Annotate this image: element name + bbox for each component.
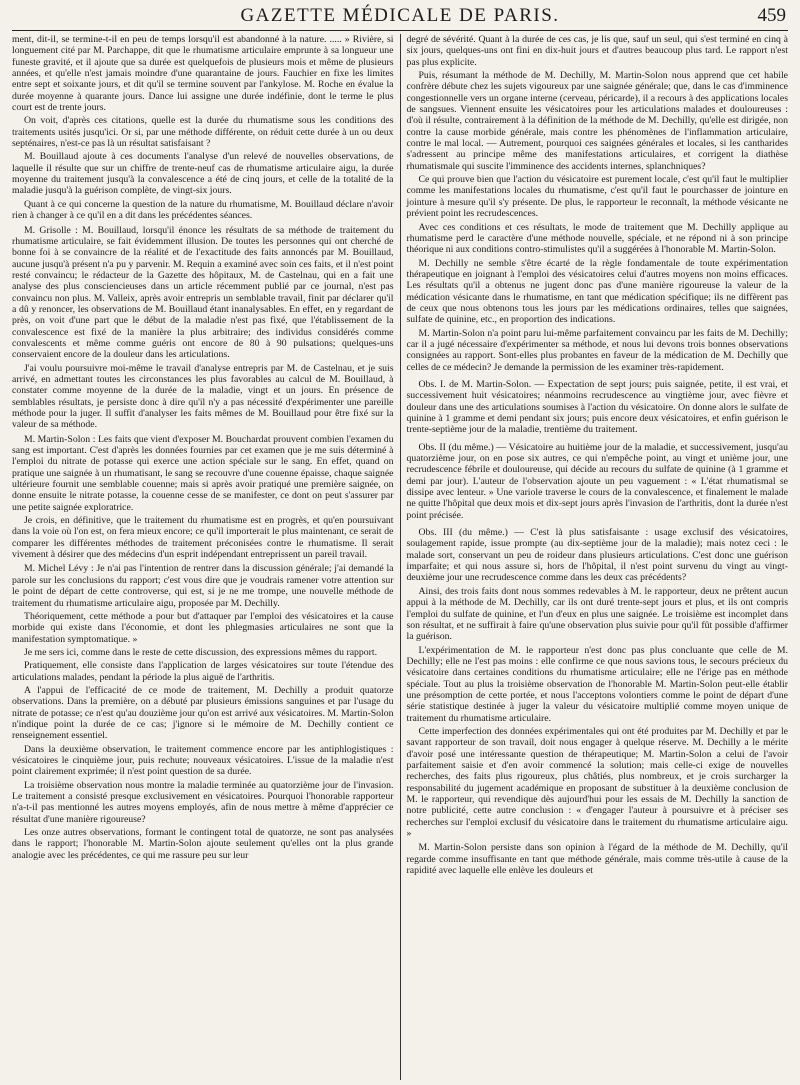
paragraph: Je crois, en définitive, que le traitement du rhumatisme est en progrès, et qu'en poursuivant dans la voie où l'on est, on fera mieux encore; ce qu'il importerait le plus maintenant, ce serait de comparer les différentes méthodes de traitement préconisées contre le rhumatisme. Il serait vivement à désirer que des médecins d'un esprit indépendant entreprissent un pareil travail. [12,515,394,561]
paragraph: Pratiquement, elle consiste dans l'application de larges vésicatoires sur toute l'étendue des articulations malades, pendant la période la plus aiguë de l'arthritis. [12,660,394,683]
paragraph: Je me sers ici, comme dans le reste de cette discussion, des expressions mêmes du rapport. [24,646,378,658]
paragraph: M. Martin-Solon : Les faits que vient d'exposer M. Bouchardat prouvent combien l'examen du sang est important. C'est d'après les données fournies par cet examen que je me suis déterminé à l'emploi du nitrate de potasse qui exerce une action spéciale sur le sang. En effet, quand on pratique une saignée à un rhumatisant, le sang se recouvre d'une couenne épaisse, chaque saignée ultérieure fournit une semblable couenne; mais si après avoir pratiqué une première saignée, on donne ensuite le nitrate potasse, la couenne cesse de se manifester, ce dont on peut s'assurer par une petite saignée exploratrice. [12,433,394,513]
journal-title: GAZETTE MÉDICALE DE PARIS. [240,5,560,26]
paragraph: L'expérimentation de M. le rapporteur n'est donc pas plus concluante que celle de M. Dechilly; elle ne l'est pas moins : elle confirme ce que nous savions tous, le secours précieux du vésicatoire dans certaines conditions du rhumatisme articulaire; elle ne l'érige pas en méthode spéciale. Tout au plus la troisième observation de l'honorable M. Martin-Solon peut-elle établir une présomption de cette portée, et nous l'acceptons volontiers comme le point de départ d'une série statistique destinée à juger la valeur du vésicatoire multiplié comme moyen unique de traitement du rhumatisme articulaire. [406,644,788,724]
paragraph: Avec ces conditions et ces résultats, le mode de traitement que M. Dechilly applique au rhumatisme perd le caractère d'une méthode nouvelle, spéciale, et ne répond ni à son principe théorique ni aux conditions contro-stimulistes qu'il a suggérées à l'honorable M. Martin-Solon. [406,221,788,256]
paragraph: ment, dit-il, se termine-t-il en peu de temps lorsqu'il est abandonné à la nature. ..... » Rivière, si longuement cité par M. Parchappe, dit que le rhumatisme articulaire emprunte à sa longueur une funeste gravité, et il ajoute que sa durée est quelquefois de plusieurs mois et même de plusieurs années, et qu'elle n'est jamais moindre d'une quarantaine de jours. Fauchier en fixe les limites entre sept et soixante jours, et dit qu'il se termine souvent par l'ankylose. M. Roche en évalue la durée moyenne à quarante jours. Dance lui assigne une durée indéfinie, dont le terme le plus court est de trente jours. [12,34,394,114]
paragraph: Obs. I. de M. Martin-Solon. — Expectation de sept jours; puis saignée, petite, il est vrai, et successivement huit vésicatoires; néanmoins recrudescence au vingtième jour, avec fièvre et douleur dans une des articulations soumises à l'action du vésicatoire. On donne alors le sulfate de quinine à 1 gramme et demi pendant six jours; puis encore deux vésicatoires, et enfin guérison le trente-septième jour de la maladie, trentième du traitement. [406,378,788,436]
paragraph: Théoriquement, cette méthode a pour but d'attaquer par l'emploi des vésicatoires et la cause morbide qui existe dans l'économie, et dont les phlegmasies articulaires ne sont que la manifestation symptomatique. » [12,610,394,645]
paragraph: Les onze autres observations, formant le contingent total de quatorze, ne sont pas analysées dans le rapport; l'honorable M. Martin-Solon ajoute seulement qu'elles ont la plus grande analogie avec les précédentes, ce qui me rassure peu sur leur [12,827,394,861]
paragraph: M. Michel Lévy : Je n'ai pas l'intention de rentrer dans la discussion générale; j'ai demandé la parole sur les conclusions du rapport; c'est vous dire que je voudrais ramener votre attention sur le point de départ de cette controverse, qui est, si je ne me trompe, une nouvelle méthode de traitement du rhumatisme articulaire aigu, proposée par M. Dechilly. [12,563,394,609]
paragraph: Obs. II (du même.) — Vésicatoire au huitième jour de la maladie, et successivement, jusqu'au quatorzième jour, on en pose six autres, ce qui n'empêche point, au vingt et unième jour, une recrudescence fébrile et douloureuse, qui décide au recours du sulfate de quinine (à 1 gramme et demi par jour). L'auteur de l'observation ajoute un peu vaguement : « L'état rhumatismal se dissipe avec lenteur. » Une variole traverse le cours de la convalescence, et finalement le malade ne quitte l'hôpital que deux mois et dix-sept jours après l'invasion de l'arthritis, dont la durée n'est point précisée. [406,441,788,521]
paragraph: Quant à ce qui concerne la question de la nature du rhumatisme, M. Bouillaud déclare n'avoir rien à changer à ce qu'il en a dit dans les précédentes séances. [12,198,394,222]
page-header [12,4,788,31]
paragraph: On voit, d'après ces citations, quelle est la durée du rhumatisme sous les conditions des traitements usités jusqu'ici. Or si, par une méthode différente, on réduit cette durée à un ou deux septénaires, n'est-ce pas là un résultat satisfaisant ? [12,115,394,150]
paragraph: J'ai voulu poursuivre moi-même le travail d'analyse entrepris par M. de Castelnau, et je suis arrivé, en admettant toutes les circonstances les plus favorables au calcul de M. Bouillaud, à constater comme moyenne de la durée de la maladie, vingt et un jours. En présence de semblables résultats, je persiste donc à dire qu'il n'y a pas nécessité d'expérimenter une pareille méthode pour la juger. Il suffit d'analyser les faits mêmes de M. Bouillaud pour être fixé sur la valeur de sa méthode. [12,362,394,431]
paragraph: Ce qui prouve bien que l'action du vésicatoire est purement locale, c'est qu'il faut le multiplier comme les manifestations locales du rhumatisme, c'est qu'il faut le pourchasser de jointure en jointure à mesure qu'il s'y présente. De plus, le rapporteur le reconnaît, la méthode vésicante ne prévient point les recrudescences. [406,174,788,220]
paragraph: M. Martin-Solon persiste dans son opinion à l'égard de la méthode de M. Dechilly, qu'il regarde comme insuffisante en tant que méthode générale, mais comme très-utile à cause de la rapidité avec laquelle elle enlève les douleurs et [406,842,788,877]
left-column [12,34,400,1080]
paragraph: M. Dechilly ne semble s'être écarté de la règle fondamentale de toute expérimentation thérapeutique en joignant à l'emploi des vésicatoires celui d'autres moyens non moins efficaces. Les résultats qu'il a obtenus ne jugent donc pas d'une manière rigoureuse la valeur de la médication vésicante dans le rhumatisme, en tant que médication spécifique; ils ne diffèrent pas de ceux que nous obtenons tous les jours par les médications ordinaires, telles que saignées, sulfate de quinine, etc., en proportion des indications. [406,257,788,326]
paragraph: Puis, résumant la méthode de M. Dechilly, M. Martin-Solon nous apprend que cet habile confrère débute chez les sujets vigoureux par une saignée générale; que, dans le cas d'imminence congestionnelle vers un organe interne (cerveau, péricarde), il a recours à des applications locales de sangsues. Viennent ensuite les vésicatoires pour les articulations malades et douloureuses : d'où il résulte, contrairement à la définition de la méthode de M. Dechilly, qu'elle est dirigée, non contre la cause morbide générale, mais contre les phénomènes de l'inflammation articulaire, contre le mal local. — Autrement, pourquoi ces saignées générales et locales, si les cantharides s'adressent au principe même des manifestations articulaires, et corrigent la diathèse rhumatismale qui suscite l'imminence des accidents internes, splanchniques? [406,70,788,172]
paragraph: Dans la deuxième observation, le traitement commence encore par les antiphlogistiques : vésicatoires le cinquième jour, puis rechute; nouveaux vésicatoires. L'issue de la maladie n'est point clairement exprimée; il n'est point question de sa durée. [12,743,394,778]
paragraph: M. Martin-Solon n'a point paru lui-même parfaitement convaincu par les faits de M. Dechilly; car il a jugé nécessaire d'expérimenter sa méthode, et nous lui devons trois bonnes observations consignées au rapport. Sont-elles plus probantes en faveur de la médication de M. Dechilly que celles de ce médecin? Je demande la permission de les examiner très-rapidement. [406,327,788,373]
paragraph: Ainsi, des trois faits dont nous sommes redevables à M. le rapporteur, deux ne prêtent aucun appui à la méthode de M. Dechilly, car ils ont duré trente-sept jours et plus, et ils ont compris l'emploi du sulfate de quinine, et l'un d'eux en plus une saignée. Le troisième est incomplet dans son résultat, et ne suffirait à faire qu'une observation plus suivie pour qu'il fût possible d'affirmer la guérison. [406,585,788,643]
paragraph: degré de sévérité. Quant à la durée de ces cas, je lis que, sauf un seul, qui s'est terminé en cinq à six jours, quelques-uns ont fini en dix-huit jours et d'autres beaucoup plus tard. Le rapport n'est pas plus explicite. [406,34,788,68]
right-column [401,34,789,1080]
paragraph: Obs. III (du même.) — C'est là plus satisfaisante : usage exclusif des vésicatoires, soulagement rapide, issue prompte (au dix-septième jour de la maladie); mais notez ceci : le malade sort, conservant un peu de roideur dans plusieurs articulations. C'est donc une guérison imparfaite; et qui nous assure si, hors de l'hôpital, il n'est point survenu du vingt au vingt-deuxième jour une recrudescence comme dans les deux cas précédents? [406,527,788,584]
paragraph: La troisième observation nous montre la maladie terminée au quatorzième jour de l'invasion. Le traitement a consisté presque exclusivement en vésicatoires. Pourquoi l'honorable rapporteur n'a-t-il pas mentionné les autres moyens employés, afin de nous mettre à même d'apprécier ce résultat d'une manière rigoureuse? [12,779,394,825]
paragraph: A l'appui de l'efficacité de ce mode de traitement, M. Dechilly a produit quatorze observations. Dans la première, on a débuté par plusieurs émissions sanguines et par l'usage du nitrate de potasse; ce n'est qu'au douzième jour qu'on est arrivé aux vésicatoires. M. Martin-Solon n'indique point la durée de ce cas; j'ignore si le mémoire de M. Dechilly contient ce renseignement essentiel. [12,684,394,742]
paragraph: M. Bouillaud ajoute à ces documents l'analyse d'un relevé de nouvelles observations, de laquelle il résulte que sur un chiffre de trente-neuf cas de rhumatisme articulaire aigu, la durée moyenne du traitement jusqu'à la convalescence a été de cinq jours, et celle de la totalité de la maladie jusqu'à la guérison complète, de vingt-six jours. [12,151,394,197]
paragraph: M. Grisolle : M. Bouillaud, lorsqu'il énonce les résultats de sa méthode de traitement du rhumatisme articulaire, se fait évidemment illusion. De toutes les personnes qui ont cherché de bonne foi à se convaincre de la réalité et de l'exactitude des faits annoncés par M. Bouillaud, aucune jusqu'à présent n'a pu y parvenir. M. Requin a examiné avec soin ces faits, et il n'est point resté convaincu; le rédacteur de la Gazette des hôpitaux, M. de Castelnau, qui en a fait une analyse des plus consciencieuses dans un article récemment publié par ce journal, n'est pas convaincu non plus. M. Valleix, après avoir entrepris un semblable travail, finit par déclarer qu'il a dû y renoncer, les observations de M. Bouillaud étant inanalysables. En effet, en y regardant de près, on voit d'une part que le début de la maladie n'est pas fixé, que l'établissement de la convalescence est fixé de la manière la plus arbitraire; des individus considérés comme convalescents et même comme guéris ont encore de 80 à 90 pulsations; quelques-uns conservaient encore de la douleur dans les articulations. [12,224,394,361]
page-number: 459 [757,5,786,26]
paragraph: Cette imperfection des données expérimentales qui ont été produites par M. Dechilly et par le savant rapporteur de son travail, doit nous engager à quelque réserve. M. Dechilly a le mérite d'avoir posé une intéressante question de thérapeutique; M. Martin-Solon a celui de l'avoir parfaitement saisie et d'en avoir commencé la solution; mais celle-ci exige de nouvelles recherches, des faits plus rigoureux, plus châtiés, plus nombreux, et je crois surcharger la responsabilité du jugement académique en proposant de substituer à la deuxième conclusion de M. le rapporteur, qui revendique dès aujourd'hui pour les essais de M. Dechilly la sanction de notre publicité, cette autre conclusion : « d'engager l'auteur à poursuivre et à préciser ses recherches sur l'emploi exclusif du vésicatoire dans le traitement du rhumatisme articulaire aigu. » [406,725,788,840]
text-columns [12,34,788,1080]
